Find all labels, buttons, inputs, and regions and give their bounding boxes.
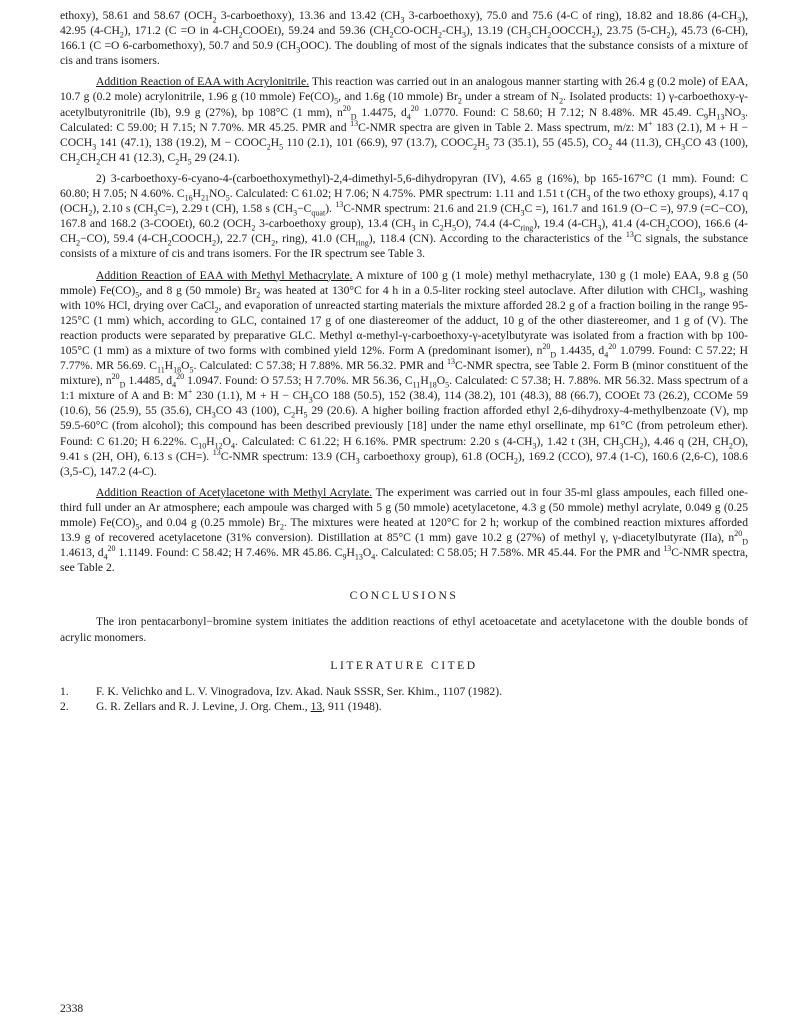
reference-list — [60, 684, 748, 714]
conclusions-title: CONCLUSIONS — [349, 589, 459, 603]
literature-title: LITERATURE CITED — [330, 658, 478, 672]
reference-text: G. R. Zellars and R. J. Levine, J. Org. Chem., 13, 911 (1948). — [96, 699, 382, 713]
section-heading-methacrylate: Addition Reaction of EAA with Methyl Methacrylate. — [96, 268, 353, 282]
reference-text: F. K. Velichko and L. V. Vinogradova, Izv. Akad. Nauk SSSR, Ser. Khim., 1107 (1982). — [96, 684, 502, 698]
page-number: 2338 — [60, 1002, 84, 1015]
paragraph-acrylonitrile: Addition Reaction of EAA with Acrylonitrile. This reaction was carried out in an analogous manner starting with 26.4 g (0.2 mole) of EAA, 10.7 g (0.2 mole) acrylonitrile, 1.96 g (10 mmole) $Fe(CO)_5$, and 1.6g (10 mmole) $Br_2$ under a stream of $N_2$. Isolated products: 1) γ-carboethoxy-γ-acetylbutyronitrile (Ib), 9.9 g (27%), bp 108°C (1 mm), $n^{20}_D$ 1.4475, $d_4^{20}$ 1.0770. Found: C 58.60; H 7.12; N 8.48%. MR 45.49. $C_9H_{13}NO_3$. Calculated: C 59.00; H 7.15; N 7.70%. MR 45.25. PMR and $^{13}$C-NMR spectra are given in Table 2. Mass spectrum, m/z: M+ 183 (2.1), $M + H - COCH_3$ 141 (47.1), 138 (19.2), $M - COOC_2H_5$ 110 (2.1), 101 (66.9), 97 (13.7), $COOC_2H_5$ 73 (35.1), 55 (45.5), $CO_2$ 44 (11.3), $CH_3CO$ 43 (100), $CH_2CH_2CH$ 41 (12.3), $C_2H_5$ 29 (24.1). — [60, 75, 749, 167]
reference-item — [60, 699, 748, 714]
reference-number: 1. — [60, 684, 69, 698]
paragraph-methyl-methacrylate: Addition Reaction of EAA with Methyl Methacrylate. A mixture of 100 g (1 mole) methyl methacrylate, 130 g (1 mole) EAA, 9.8 g (50 mmole) $Fe(CO)_5$, and 8 g (50 mmole) $Br_2$ was heated at 130°C for 4 h in a 0.5-liter rocking steel autoclave. After dilution with CHCl$_3$, washing with 10% HCl, drying over CaCl$_2$, and evaporation of unreacted starting materials the mixture afforded 28.2 g of a fraction boiling in the range 95-125°C (1 mm) which, according to GLC, contained 17 g of one diastereomer of the adduct, 10 g of the other diastereomer, and 1 g of (V). The reaction products were separated by preparative GLC. Methyl α-methyl-γ-carboethoxy-γ-acetylbutyrate was isolated from a fraction with bp 100-105°C (1 mm) as a mixture of two forms with combined yield 12%. Form A (predominant isomer), $n^{20}_D$ 1.4435, $d_4^{20}$ 1.0799. Found: C 57.22; H 7.77%. MR 56.69. $C_{11}H_{18}O_5$. Calculated: C 57.38; H 7.88%. MR 56.32. PMR and $^{13}$C-NMR spectra, see Table 2. Form B (minor constituent of the mixture), $n^{20}_D$ 1.4485, $d_4^{20}$ 1.0947. Found: O 57.53; H 7.70%. MR 56.36, $C_{11}H_{18}O_5$. Calculated: C 57.38; H. 7.88%. MR 56.32. Mass spectrum of a 1:1 mixture of A and B: M+ 230 (1.1), $M + H - CH_3CO$ 188 (50.5), 152 (38.4), 114 (38.2), 101 (48.3), 88 (66.7), COOEt 73 (26.2), CCOMe 59 (10.6), 56 (25.9), 55 (35.6), $CH_3CO$ 43 (100), $C_2H_5$ 29 (20.6). A higher boiling fraction afforded ethyl 2,6-dihydroxy-4-methylbenzoate (V), mp 59.5-60°C (from alcohol); this compound has been described previously [18] under the name ethyl orsellinate, mp 61°C (from petroleum ether). Found: C 61.20; H 6.22%. $C_{10}H_{12}O_4$. Calculated: C 61.22; H 6.16%. PMR spectrum: 2.20 s $(4-CH_3)$, 1.42 t (3H, $CH_3CH_2$), 4.46 q (2H, $CH_2O$), 9.41 s (2H, OH), 6.13 s (CH=). $^{13}$C-NMR spectrum: 13.9 ($CH_3$ carboethoxy group), 61.8 $(OCH_2)$, 169.2 (CCO), 97.4 (1-C), 160.6 (2,6-C), 108.6 (3,5-C), 147.2 (4-C). — [60, 268, 749, 478]
paragraph-dihydropyran: 2) 3-carboethoxy-6-cyano-4-(carboethoxymethyl)-2,4-dimethyl-5,6-dihydropyran (IV), 4.65 g (16%), bp 165-167°C (1 mm). Found: C 60.80; H 7.05; N 4.60%. $C_{16}H_{21}NO_5$. Calculated: C 61.02; H 7.06; N 4.75%. PMR spectrum: 1.11 and 1.51 t ($CH_3$ of the two ethoxy groups), 4.17 q $(OCH_2)$, 2.10 s $(CH_3C=)$, 2.29 t (CH), 1.58 s $(CH_3-C_{quat})$. $^{13}$C-NMR spectrum: 21.6 and 21.9 ($CH_3C$ =), 161.7 and 161.9 (O−C =), 97.9 (=C−CO), 167.8 and 168.2 (3-COOEt), 60.2 ($OCH_2$ 3-carboethoxy group), 13.4 ($CH_3$ in $C_2H_5O$), 74.4 $(4-C_{ring})$, 19.4 $(4-CH_3)$, 41.4 $(4-CH_2COO)$, 166.6 $(4-CH_2-CO)$, 59.4 $(4-CH_2COOCH_2)$, 22.7 ($CH_2$, ring), 41.0 $(CH_{ring})$, 118.4 (CN). According to the characteristics of the $^{13}$C signals, the substance consists of a mixture of cis and trans isomers. For the IR spectrum see Table 3. — [60, 171, 749, 261]
paragraph-nmr-data: ethoxy), 58.61 and 58.67 ($OCH_2$ 3-carboethoxy), 13.36 and 13.42 ($CH_3$ 3-carboethoxy), 75.0 and 75.6 (4-C of ring), 18.82 and 18.86 $(4-CH_3)$, 42.95 $(4-CH_2)$, 171.2 (C =O in $4-CH_2COOEt$), 59.24 and 59.36 $(CH_2CO-OCH_2-CH_3)$, 13.19 $(CH_3CH_2OOCCH_2)$, 23.75 $(5-CH_2)$, 45.73 (6-CH), 166.1 (C =O 6-carbomethoxy), 50.7 and 50.9 $(CH_3OOC)$. The doubling of most of the signals indicates that the substance consists of a mixture of cis and trans isomers. — [60, 9, 749, 68]
reference-number: 2. — [60, 699, 69, 713]
conclusions-text: The iron pentacarbonyl−bromine system initiates the addition reactions of ethyl acetoacetate and acetylacetone with the double bonds of acrylic monomers. — [60, 615, 748, 644]
reference-item — [60, 684, 748, 699]
article-body — [60, 8, 748, 714]
section-heading-acrylonitrile: Addition Reaction of EAA with Acrylonitrile. — [96, 75, 310, 89]
paragraph-acetylacetone: Addition Reaction of Acetylacetone with Methyl Acrylate. The experiment was carried out in four 35-ml glass ampoules, each filled one-third full under an Ar atmosphere; each ampoule was charged with 5 g (50 mmole) acetylacetone, 4.3 g (50 mmole) methyl acrylate, 0.049 g (0.25 mmole) $Fe(CO)_5$, and 0.04 g (0.25 mmole) $Br_2$. The mixtures were heated at 120°C for 2 h; workup of the combined reaction mixtures afforded 13.9 g of recovered acetylacetone (31% conversion). Distillation at 85°C (1 mm) gave 10.2 g (27%) of methyl γ, γ-diacetylbutyrate (IIa), $n^{20}_D$ 1.4613, $d_4^{20}$ 1.1149. Found: C 58.42; H 7.46%. MR 45.86. $C_9H_{13}O_4$. Calculated: C 58.05; H 7.58%. MR 45.44. For the PMR and $^{13}$C-NMR spectra, see Table 2. — [60, 485, 748, 575]
section-heading-acetylacetone: Addition Reaction of Acetylacetone with Methyl Acrylate. — [96, 485, 373, 499]
